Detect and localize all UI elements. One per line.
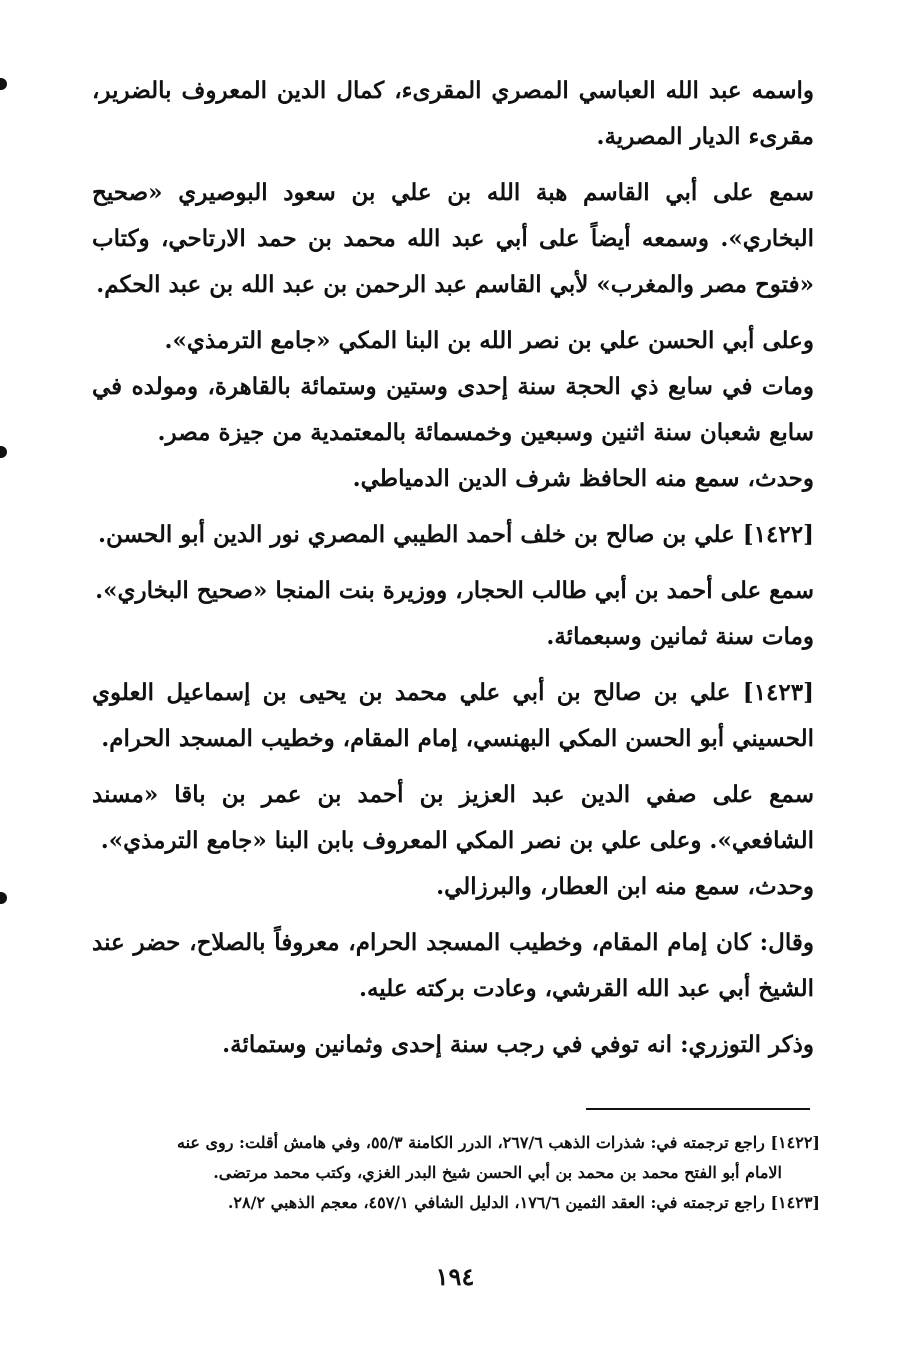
entry-heading: [١٤٢٣] علي بن صالح بن أبي علي محمد بن يحيى بن إسماعيل العلوي الحسيني أبو الحسن المكي البهنسي، إمام المقام، وخطيب المسجد الحرام. [92,679,814,752]
page-number: ١٩٤ [435,1262,475,1291]
footnote-divider [586,1108,810,1110]
paragraph: سمع على أحمد بن أبي طالب الحجار، ووزيرة بنت المنجا «صحيح البخاري». [95,577,814,604]
paragraph: واسمه عبد الله العباسي المصري المقرىء، كمال الدين المعروف بالضرير، مقرىء الديار المصرية. [92,77,814,150]
paragraph: وعلى أبي الحسن علي بن نصر الله بن البنا المكي «جامع الترمذي». [164,327,814,354]
paragraph: ومات سنة ثمانين وسبعمائة. [546,623,814,650]
paragraph: ومات في سابع ذي الحجة سنة إحدى وستين وستمائة بالقاهرة، ومولده في سابع شعبان سنة اثنين وسبعين وخمسمائة بالمعتمدية من جيزة مصر. [92,373,814,446]
paragraph: وقال: كان إمام المقام، وخطيب المسجد الحرام، معروفاً بالصلاح، حضر عند الشيخ أبي عبد الله القرشي، وعادت بركته عليه. [92,929,814,1002]
paragraph: وحدث، سمع منه الحافظ شرف الدين الدمياطي. [352,465,814,492]
footnote: [١٤٢٣] راجع ترجمته في: العقد الثمين ١٧٦/٦، الدليل الشافي ٤٥٧/١، معجم الذهبي ٢٨/٢. [227,1193,820,1212]
margin-mark [0,78,7,90]
footnote-continuation: الامام أبو الفتح محمد بن محمد بن أبي الحسن شيخ البدر الغزي، وكتب محمد مرتضى. [213,1163,782,1182]
entry-heading: [١٤٢٢] علي بن صالح بن خلف أحمد الطيبي المصري نور الدين أبو الحسن. [98,521,814,548]
paragraph: سمع على صفي الدين عبد العزيز بن أحمد بن عمر بن باقا «مسند الشافعي». وعلى علي بن نصر المكي المعروف بابن البنا «جامع الترمذي». [92,781,814,854]
margin-mark [0,446,7,458]
main-text [92,68,814,1068]
paragraph: وحدث، سمع منه ابن العطار، والبرزالي. [436,873,814,900]
paragraph: وذكر التوزري: انه توفي في رجب سنة إحدى وثمانين وستمائة. [222,1031,814,1058]
paragraph: سمع على أبي القاسم هبة الله بن علي بن سعود البوصيري «صحيح البخاري». وسمعه أيضاً على أبي عبد الله محمد بن حمد الارتاحي، وكتاب «فتوح مصر والمغرب» لأبي القاسم عبد الرحمن بن عبد الله بن عبد الحكم. [92,179,815,298]
margin-mark [0,892,7,904]
footnote: [١٤٢٢] راجع ترجمته في: شذرات الذهب ٢٦٧/٦، الدرر الكامنة ٥٥/٣، وفي هامش أقلت: روى عنه [176,1133,820,1152]
footnotes [92,1128,820,1218]
